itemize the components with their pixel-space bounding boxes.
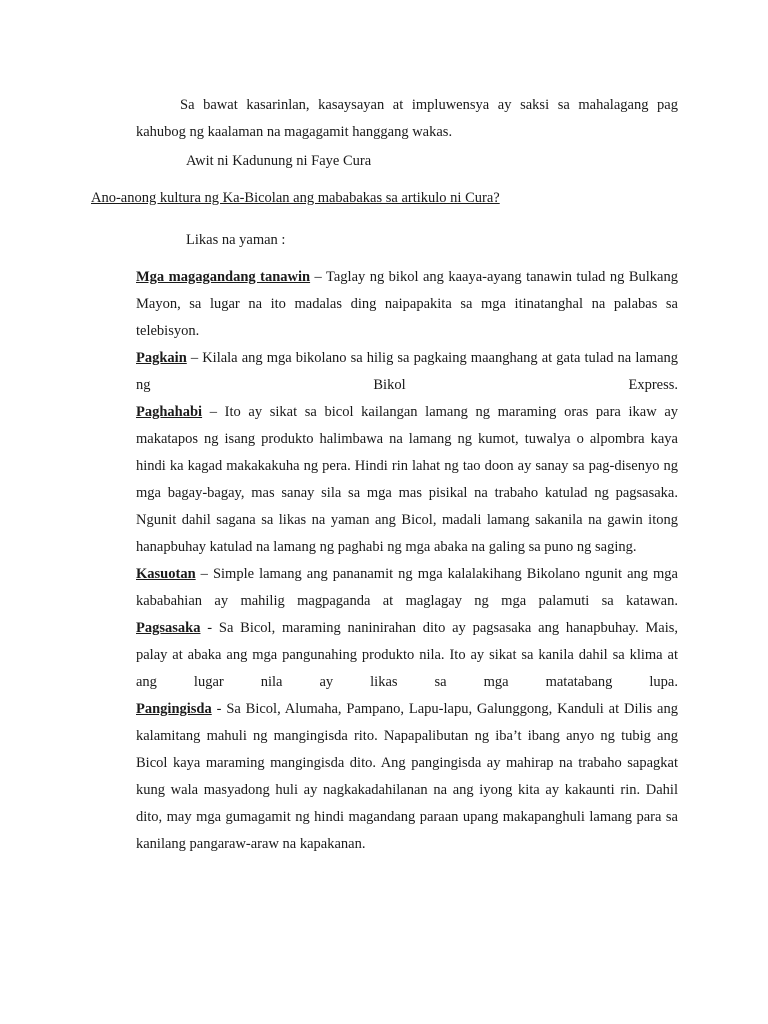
list-item: [136, 345, 678, 399]
item-separator: –: [186, 350, 203, 366]
item-text: Kilala ang mga bikolano sa hilig sa pagkaing maanghang at gata tulad na lamang ng Bikol Express.: [136, 350, 679, 393]
subheading: Likas na yaman :: [186, 232, 286, 248]
item-term: Pagkain: [136, 350, 187, 366]
item-separator: -: [211, 701, 227, 717]
item-text: Taglay ng bikol ang kaaya-ayang tanawin tulad ng Bulkang Mayon, sa lugar na ito madalas ding naipapakita sa mga itinatanghal na palabas sa telebisyon.: [136, 269, 678, 339]
culture-list: [136, 264, 678, 858]
list-item: [136, 561, 678, 615]
intro-paragraph: Sa bawat kasarinlan, kasaysayan at impluwensya ay saksi sa mahalagang pag kahubog ng kaalaman na magagamit hanggang wakas.: [136, 97, 678, 140]
item-text: Sa Bicol, maraming naninirahan dito ay pagsasaka ang hanapbuhay. Mais, palay at abaka ang mga pangunahing produkto nila. Ito ay sikat sa kanila dahil sa klima at ang lugar nila ay likas sa mga matatabang lupa.: [136, 620, 678, 690]
item-term: Paghahabi: [136, 404, 203, 420]
item-separator: -: [200, 620, 219, 636]
list-item: [136, 696, 678, 858]
list-item: [136, 264, 678, 345]
item-separator: –: [195, 566, 213, 582]
item-term: Kasuotan: [136, 566, 196, 582]
question-heading: Ano-anong kultura ng Ka-Bicolan ang mababakas sa artikulo ni Cura?: [91, 190, 500, 206]
item-separator: –: [202, 404, 225, 420]
source-line: Awit ni Kadunung ni Faye Cura: [186, 153, 372, 169]
item-text: Ito ay sikat sa bicol kailangan lamang ng maraming oras para ikaw ay makatapos ng isang produkto halimbawa na lamang ng kumot, tuwalya o alpombra kaya hindi ka kagad makakakuha ng pera. Hindi rin lahat ng tao doon ay sanay sa pag-disenyo ng mga bagay-bagay, mas sanay sila sa mga mas pisikal na trabaho katulad ng pagsasaka. Ngunit dahil sagana sa likas na yaman ang Bicol, madali lamang sakanila na gawin itong hanapbuhay katulad na lamang ng paghabi ng mga abaka na galing sa puno ng saging.: [136, 404, 679, 555]
item-text: Simple lamang ang pananamit ng mga kalalakihang Bikolano ngunit ang mga kababahian ay mahilig magpaganda at maglagay ng mga palamuti sa katawan.: [136, 566, 678, 609]
item-term: Pagsasaka: [136, 620, 201, 636]
list-item: [136, 399, 678, 561]
item-text: Sa Bicol, Alumaha, Pampano, Lapu-lapu, Galunggong, Kanduli at Dilis ang kalamitang mahuli ng mangingisda rito. Napapalibutan ng iba’t ibang anyo ng tubig ang Bicol kaya maraming mangingisda dito. Ang pangingisda ay mahirap na trabaho sapagkat kung wala masyadong huli ay nagkakadahilanan na ang iyong kita ay kakaunti rin. Dahil dito, may mga gumagamit ng hindi magandang paraan upang makapanghuli lamang para sa kanilang pangaraw-araw na kapakanan.: [136, 701, 678, 852]
list-item: [136, 615, 678, 696]
item-term: Pangingisda: [136, 701, 212, 717]
item-separator: –: [310, 269, 327, 285]
item-term: Mga magagandang tanawin: [136, 269, 311, 285]
